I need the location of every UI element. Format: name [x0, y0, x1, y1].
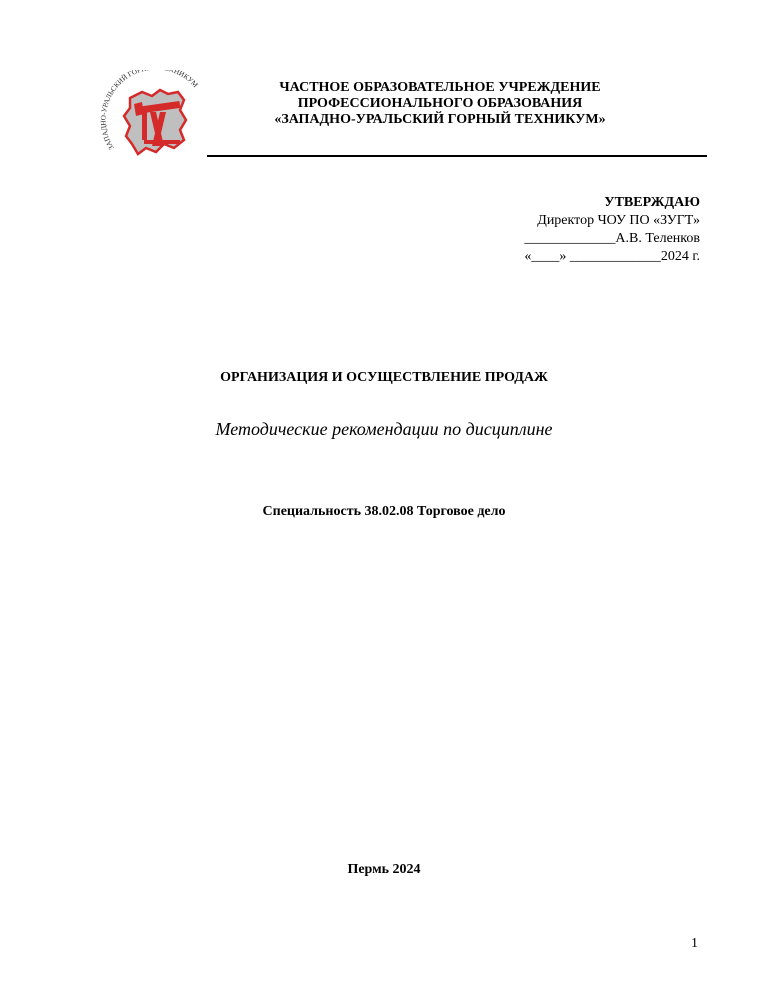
page-number: 1 — [691, 936, 698, 951]
specialty-line: Специальность 38.02.08 Торговое дело — [262, 504, 506, 519]
city-year: Пермь 2024 — [347, 862, 421, 877]
approval-block — [524, 194, 700, 266]
organization-header — [230, 80, 650, 128]
org-name-line-2: ПРОФЕССИОНАЛЬНОГО ОБРАЗОВАНИЯ — [297, 96, 583, 111]
approval-title: УТВЕРЖДАЮ — [604, 195, 700, 210]
college-logo — [100, 70, 212, 170]
approval-position: Директор ЧОУ ПО «ЗУГТ» — [537, 213, 700, 228]
document-title: ОРГАНИЗАЦИЯ И ОСУЩЕСТВЛЕНИЕ ПРОДАЖ — [220, 370, 548, 385]
document-subtitle: Методические рекомендации по дисциплине — [215, 419, 553, 439]
org-name-line-1: ЧАСТНОЕ ОБРАЗОВАТЕЛЬНОЕ УЧРЕЖДЕНИЕ — [279, 80, 601, 95]
org-name-line-3: «ЗАПАДНО-УРАЛЬСКИЙ ГОРНЫЙ ТЕХНИКУМ» — [274, 112, 606, 127]
logo-circular-text: ЗАПАДНО-УРАЛЬСКИЙ ГОР НИКУМ — [100, 70, 200, 152]
approval-signature-line: _____________А.В. Теленков — [524, 231, 700, 246]
header-divider — [207, 155, 707, 157]
approval-date-line: «____» _____________2024 г. — [524, 249, 700, 264]
